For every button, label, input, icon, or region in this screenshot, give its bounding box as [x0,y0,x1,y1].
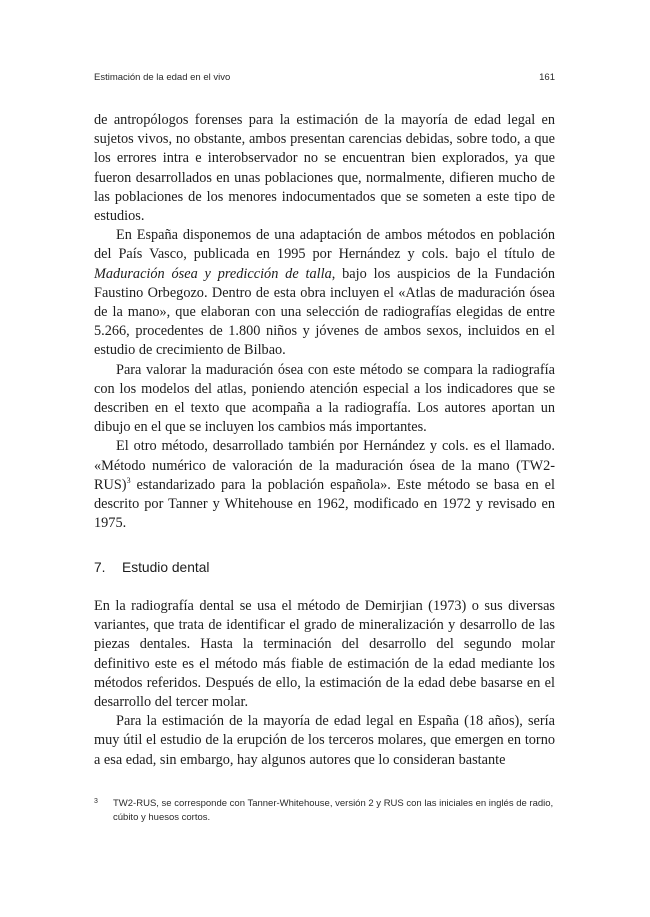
paragraph-3: Para valorar la maduración ósea con este método se compara la radiografía con los modelos del atlas, poniendo atención especial a los indicadores que se describen en el texto que acompaña a la radiografía. Los autores aportan un dibujo en el que se incluyen los cambios más importantes. [94,361,555,436]
paragraph-2-part-b: , bajo los auspicios de la Fundación Faustino Orbegozo. Dentro de esta obra incluyen el «Atlas de maduración ósea de la mano», que elaboran con una selección de radiografías elegidas de entre 5.266, procedentes de 1.800 niños y jóvenes de ambos sexos, incluidos en el estudio de crecimiento de Bilbao. [94,265,555,359]
paragraph-5: En la radiografía dental se usa el método de Demirjian (1973) o sus diversas variantes, que trata de identificar el grado de mineralización y desarrollo de las piezas dentales. Hasta la terminación del desarrollo del segundo molar definitivo este es el método más fiable de estimación de la edad mediante los métodos referidos. Después de ello, la estimación de la edad debe basarse en el desarrollo del tercer molar. [94,598,555,711]
section-heading [94,560,209,575]
paragraph-4-part-b: estandarizado para la población española». Este método se basa en el descrito por Tanner y Whitehouse en 1962, modificado en 1972 y revisado en 1975. [94,476,555,532]
footnote-text: TW2-RUS, se corresponde con Tanner-Whitehouse, versión 2 y RUS con las iniciales en inglés de radio, cúbito y huesos cortos. [113,798,554,823]
paragraph-1: de antropólogos forenses para la estimación de la mayoría de edad legal en sujetos vivos, no obstante, ambos presentan carencias debidas, sobre todo, a que los errores intra e interobservador no se encuentran bien explorados, ya que fueron desarrollados en unas poblaciones que, normalmente, difieren mucho de las poblaciones de los menores indocumentados que se someten a este tipo de estudios. [94,112,555,225]
body-text-top [94,111,555,533]
paragraph-2-part-a: En España disponemos de una adaptación de ambos métodos en población del País Vasco, publicada en 1995 por Hernández y cols. bajo el título de [94,227,555,263]
section-title: Estudio dental [122,560,210,575]
paragraph-2 [94,226,555,360]
footnote [94,797,555,825]
section-number: 7. [94,560,106,575]
paragraph-6: Para la estimación de la mayoría de edad legal en España (18 años), sería muy útil el estudio de la erupción de los terceros molares, que emergen en torno a esa edad, sin embargo, hay algunos autores que lo consideran bastante [94,713,555,768]
footnote-reference: 3 [126,475,131,485]
running-title: Estimación de la edad en el vivo [94,72,231,83]
page-number: 161 [539,72,555,83]
footnote-mark: 3 [94,798,98,805]
body-text-bottom [94,597,555,770]
paragraph-4 [94,437,555,533]
paragraph-4-part-a: El otro método, desarrollado también por Hernández y cols. es el llamado. «Método numérico de valoración de la maduración ósea de la mano (TW2-RUS) [94,438,555,493]
book-title-italic: Maduración ósea y predicción de talla [94,265,332,282]
